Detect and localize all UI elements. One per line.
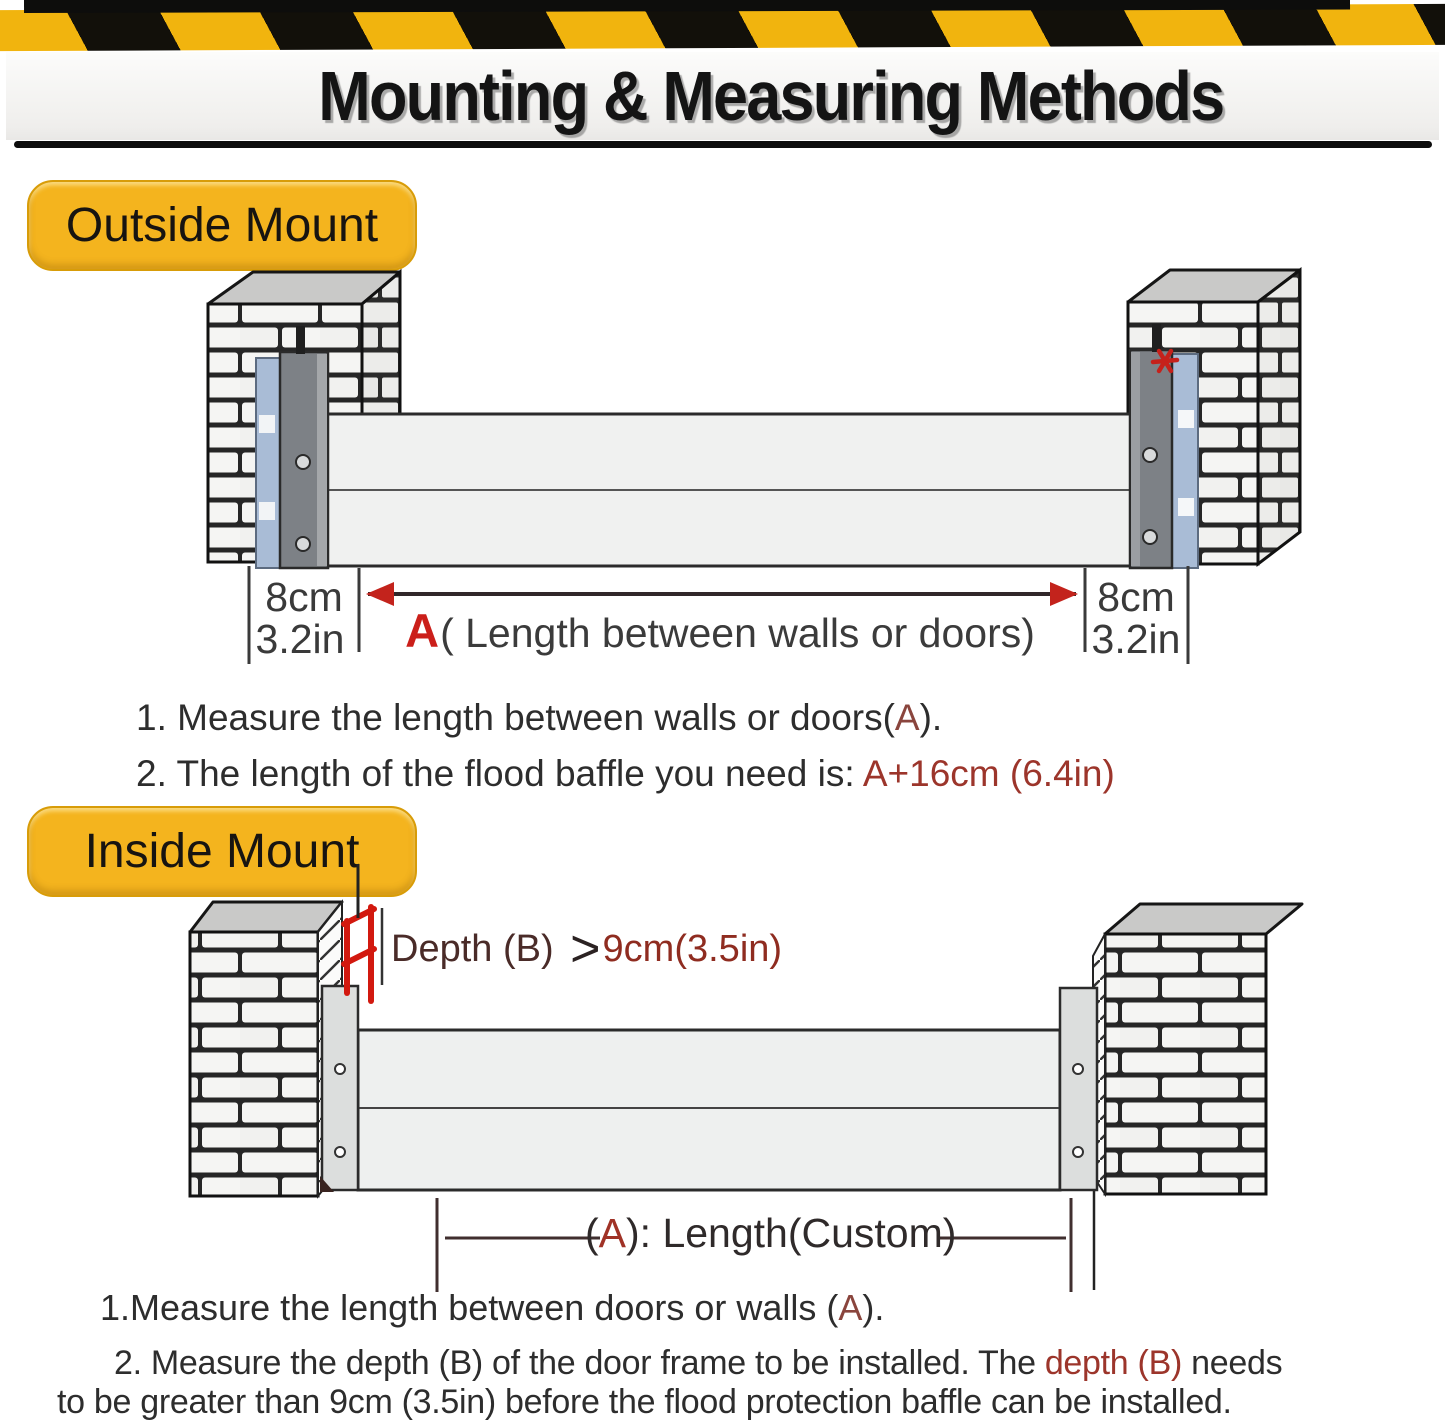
greater-than-sign: >: [570, 920, 601, 978]
seal-notch: [259, 502, 275, 520]
left-channel: [280, 326, 328, 568]
inside-step-2-line-1: 2. Measure the depth (B) of the door frame to be installed. The depth (B) needs: [114, 1344, 1283, 1382]
anchor-bolt: [296, 326, 305, 354]
title-band: [6, 52, 1439, 140]
outside-mount-badge-label: Outside Mount: [65, 199, 379, 252]
left-gap-in-label: 3.2in: [255, 616, 345, 662]
screw-hole: [296, 537, 310, 551]
arrowhead-right: [1050, 582, 1078, 606]
right-pillar-front-face: [1105, 934, 1266, 1194]
screw-hole: [1143, 530, 1157, 544]
length-custom-label: (A): Length(Custom): [585, 1210, 957, 1256]
page-title: Mounting & Measuring Methods: [317, 57, 1224, 135]
length-a-label: A( Length between walls or doors): [405, 604, 1035, 657]
screw-hole: [1073, 1064, 1083, 1074]
screw-hole: [335, 1064, 345, 1074]
length-a-letter: A: [405, 604, 440, 657]
left-gap-cm-label: 8cm: [265, 574, 343, 620]
left-pillar: [190, 902, 342, 1196]
right-channel: [1060, 988, 1097, 1190]
seal-notch: [259, 415, 275, 433]
inside-step-2-line-2: to be greater than 9cm (3.5in) before the flood protection baffle can be installed.: [57, 1383, 1232, 1421]
left-pillar-top-face: [190, 902, 342, 932]
left-pillar-front-face: [190, 932, 318, 1196]
right-pillar: [1093, 904, 1302, 1290]
right-gap-cm-label: 8cm: [1097, 574, 1175, 620]
screw-hole: [1143, 448, 1157, 462]
right-pillar-side-face: [1258, 270, 1300, 564]
depth-b-label: Depth (B) >9cm(3.5in): [391, 920, 783, 978]
seal-notch: [1178, 410, 1194, 428]
screw-hole: [1073, 1147, 1083, 1157]
header-divider: [14, 141, 1432, 148]
outside-step-2: 2. The length of the flood baffle you need is: A+16cm (6.4in): [136, 753, 1115, 794]
inside-mount-badge-label: Inside Mount: [84, 825, 360, 878]
barrier-panels: [358, 1030, 1060, 1190]
screw-hole: [296, 455, 310, 469]
outside-step-1: 1. Measure the length between walls or doors(A).: [136, 697, 943, 738]
left-channel: [320, 986, 358, 1192]
barrier-panels: [326, 414, 1136, 566]
inside-step-1: 1.Measure the length between doors or walls (A).: [100, 1287, 885, 1328]
right-pillar-top-face: [1105, 904, 1302, 934]
screw-hole: [335, 1147, 345, 1157]
right-seal-strip: [1172, 354, 1198, 568]
right-gap-in-label: 3.2in: [1091, 616, 1181, 662]
channel-edge-highlight: [317, 354, 327, 566]
left-seal-strip: [256, 358, 280, 568]
anchor-bolt: [1152, 324, 1161, 352]
channel-edge-highlight: [1131, 352, 1140, 566]
seal-notch: [1178, 498, 1194, 516]
